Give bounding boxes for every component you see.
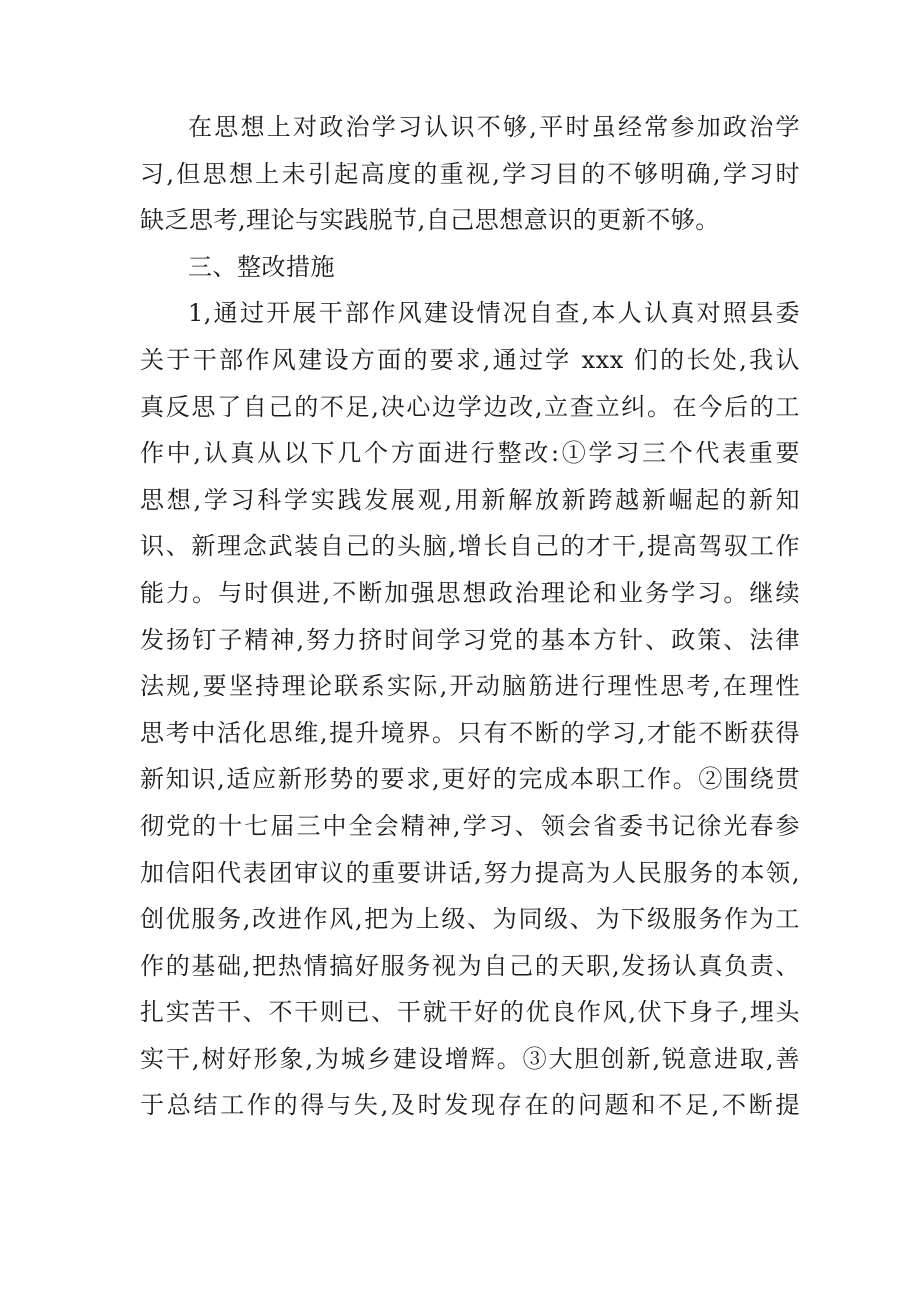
- text-line-19: 作的基础,把热情搞好服务视为自己的天职,发扬认真负责、: [140, 951, 800, 980]
- text-line-10: 识、新理念武装自己的头脑,增长自己的才干,提高驾驭工作: [140, 532, 800, 561]
- text-line-5: 1,通过开展干部作风建设情况自查,本人认真对照县委: [188, 299, 800, 328]
- text-line-8: 作中,认真从以下几个方面进行整改:①学习三个代表重要: [140, 439, 800, 468]
- text-line-6: 关于干部作风建设方面的要求,通过学 xxx 们的长处,我认: [140, 345, 800, 374]
- text-line-17: 加信阳代表团审议的重要讲话,努力提高为人民服务的本领,: [140, 858, 800, 887]
- text-line-14: 思考中活化思维,提升境界。只有不断的学习,才能不断获得: [140, 718, 800, 747]
- text-line-20: 扎实苦干、不干则已、干就干好的优良作风,伏下身子,埋头: [140, 998, 800, 1027]
- text-line-2: 习,但思想上未引起高度的重视,学习目的不够明确,学习时: [140, 159, 800, 188]
- text-line-15: 新知识,适应新形势的要求,更好的完成本职工作。②围绕贯: [140, 765, 800, 794]
- text-line-18: 创优服务,改进作风,把为上级、为同级、为下级服务作为工: [140, 905, 800, 934]
- text-line-22: 于总结工作的得与失,及时发现存在的问题和不足,不断提: [140, 1091, 800, 1120]
- text-line-9: 思想,学习科学实践发展观,用新解放新跨越新崛起的新知: [140, 485, 800, 514]
- text-line-21: 实干,树好形象,为城乡建设增辉。③大胆创新,锐意进取,善: [140, 1044, 800, 1073]
- text-line-7: 真反思了自己的不足,决心边学边改,立查立纠。在今后的工: [140, 392, 800, 421]
- body-text: [140, 104, 800, 1129]
- text-line-11: 能力。与时俱进,不断加强思想政治理论和业务学习。继续: [140, 578, 800, 607]
- text-line-1: 在思想上对政治学习认识不够,平时虽经常参加政治学: [188, 113, 800, 141]
- text-line-3: 缺乏思考,理论与实践脱节,自己思想意识的更新不够。: [140, 206, 720, 235]
- text-line-12: 发扬钉子精神,努力挤时间学习党的基本方针、政策、法律: [140, 625, 800, 654]
- text-line-16: 彻党的十七届三中全会精神,学习、领会省委书记徐光春参: [140, 811, 800, 840]
- section-heading: 三、整改措施: [188, 252, 335, 281]
- text-line-13: 法规,要坚持理论联系实际,开动脑筋进行理性思考,在理性: [140, 672, 800, 701]
